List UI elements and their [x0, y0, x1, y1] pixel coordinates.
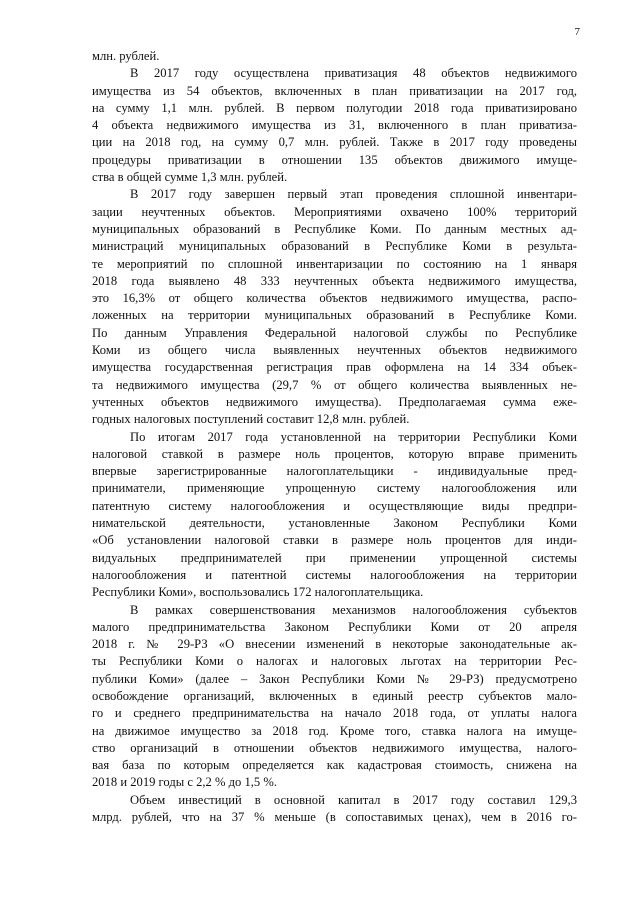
text-line: ты Республики Коми о налогах и налоговых льготах на территории Рес- — [92, 654, 577, 669]
text-line: налоговой ставкой в размере ноль процентов, которую вправе применить — [92, 446, 577, 461]
text-line: имущества из 54 объектов, включенных в план приватизации на 2017 год, — [92, 83, 577, 98]
text-line: на сумму 1,1 млн. рублей. В первом полугодии 2018 года приватизировано — [92, 100, 577, 115]
text-line: В 2017 году осуществлена приватизация 48 объектов недвижимого — [130, 66, 577, 81]
text-line: налогообложения и патентной системы налогообложения на территории — [92, 567, 577, 582]
text-line: учтенных объектов недвижимого имущества). Предполагаемая сумма еже- — [92, 394, 577, 409]
text-line: видуальных предпринимателей при применении упрощенной системы — [92, 550, 577, 565]
text-line: ства в общей сумме 1,3 млн. рублей. — [92, 170, 288, 185]
text-line: ложенных на территории муниципальных образований в Республике Коми. — [92, 308, 577, 323]
text-line: министраций муниципальных образований в Республике Коми в результа- — [92, 239, 577, 254]
text-line: публики Коми» (далее – Закон Республики Коми № 29-РЗ) предусмотрено — [92, 671, 577, 686]
text-line: годных налоговых поступлений составит 12,8 млн. рублей. — [92, 412, 410, 427]
text-line: По итогам 2017 года установленной на территории Республики Коми — [130, 429, 577, 444]
text-line: зации неучтенных объектов. Мероприятиями охвачено 100% территорий — [92, 204, 577, 219]
paragraph — [92, 429, 577, 602]
text-line: ство организаций в отношении объектов недвижимого имущества, налого- — [92, 740, 577, 755]
text-line: го и среднего предпринимательства на начало 2018 года, от уплаты налога — [92, 706, 577, 721]
text-line: имущества государственная регистрация прав оформлена на 14 334 объек- — [92, 360, 577, 375]
text-line: В рамках совершенствования механизмов налогообложения субъектов — [130, 602, 577, 617]
text-line: млн. рублей. — [92, 49, 160, 63]
text-line: ции на 2018 год, на сумму 0,7 млн. рублей. Также в 2017 году проведены — [92, 135, 577, 150]
text-line: процедуры приватизации в отношении 135 объектов движимого имуще- — [92, 152, 577, 167]
text-line: «Об установлении налоговой ставки в размере ноль процентов для инди- — [92, 533, 577, 548]
text-line: те мероприятий по сплошной инвентаризации по состоянию на 1 января — [92, 256, 577, 271]
text-line: та недвижимого имущества (29,7 % от общего количества выявленных не- — [92, 377, 577, 392]
text-line: впервые зарегистрированные налогоплательщики - индивидуальные пред- — [92, 464, 577, 479]
text-line: нимательской деятельности, установленные Законом Республики Коми — [92, 516, 577, 531]
text-line: В 2017 году завершен первый этап проведения сплошной инвентари- — [130, 187, 577, 202]
text-line: малого предпринимательства Законом Республики Коми от 20 апреля — [92, 619, 577, 634]
paragraph — [92, 792, 577, 827]
text-line: освобождение организаций, включенных в единый реестр субъектов мало- — [92, 688, 577, 703]
paragraph — [92, 602, 577, 792]
paragraph — [92, 48, 577, 65]
text-line: 2018 и 2019 годы с 2,2 % до 1,5 %. — [92, 775, 278, 790]
text-line: на движимое имущество за 2018 год. Кроме того, ставка налога на имуще- — [92, 723, 577, 738]
text-line: это 16,3% от общего количества объектов недвижимого имущества, распо- — [92, 291, 577, 306]
text-line: Республики Коми», воспользовались 172 налогоплательщика. — [92, 585, 424, 600]
text-line: вая база по которым определяется как кадастровая стоимость, снижена на — [92, 758, 577, 773]
text-line: млрд. рублей, что на 37 % меньше (в сопоставимых ценах), чем в 2016 го- — [92, 810, 577, 825]
document-body — [92, 48, 577, 826]
text-line: приниматели, применяющие упрощенную систему налогообложения или — [92, 481, 577, 496]
paragraph — [92, 186, 577, 428]
text-line: патентную систему налогообложения и осуществляющие виды предпри- — [92, 498, 577, 513]
text-line: Объем инвестиций в основной капитал в 2017 году составил 129,3 — [130, 792, 577, 807]
text-line: 4 объекта недвижимого имущества из 31, включенного в план приватиза- — [92, 118, 577, 133]
text-line: Коми из общего числа выявленных неучтенных объектов недвижимого — [92, 343, 577, 358]
paragraph — [92, 65, 577, 186]
text-line: муниципальных образований в Республике Коми. По данным местных ад- — [92, 221, 577, 236]
text-line: 2018 года выявлено 48 333 неучтенных объекта недвижимого имущества, — [92, 273, 577, 288]
text-line: 2018 г. № 29-РЗ «О внесении изменений в некоторые законодательные ак- — [92, 637, 577, 652]
text-line: По данным Управления Федеральной налоговой службы по Республике — [92, 325, 577, 340]
page-number: 7 — [574, 26, 580, 38]
